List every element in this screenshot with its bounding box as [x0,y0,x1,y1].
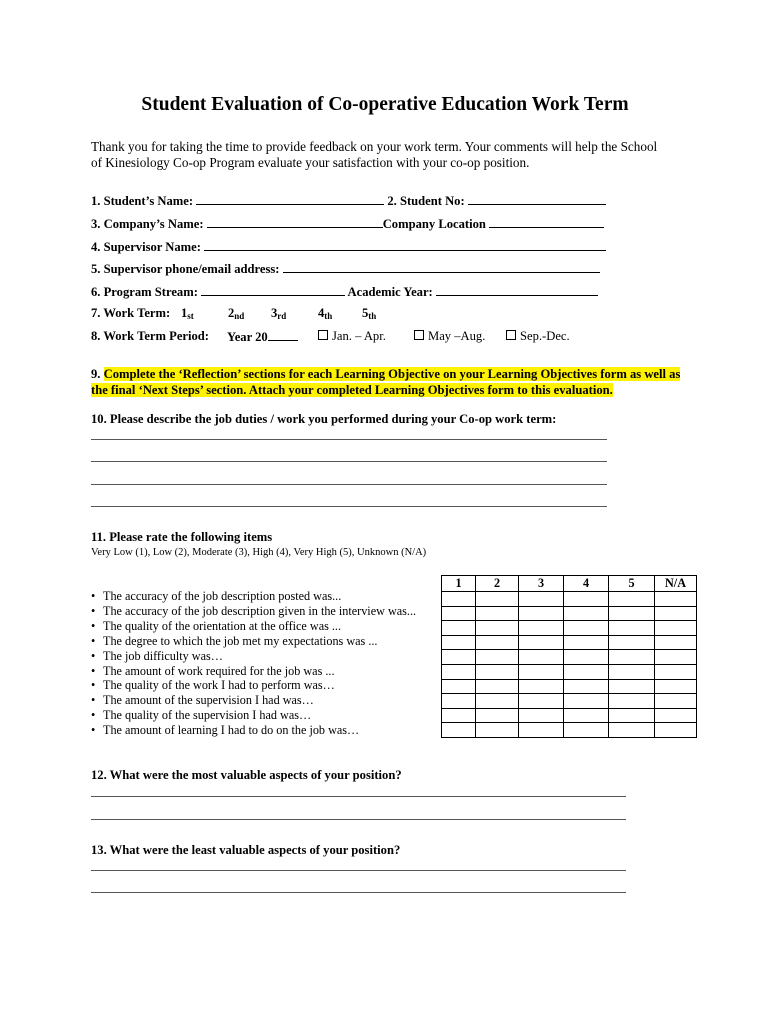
rating-cell[interactable] [519,606,564,621]
rating-cell[interactable] [609,679,655,694]
q9-instruction: 9. Complete the ‘Reflection’ sections for each Learning Objective on your Learning Objectives form as well as the final ‘Next Steps’ section. Attach your completed Learning Objectives form to this evaluation. [91,367,681,397]
rating-cell[interactable] [519,592,564,607]
list-item: • The accuracy of the job description given in the interview was... [91,604,416,619]
year-label: Year 20 [227,330,268,344]
rating-cell[interactable] [476,679,519,694]
rating-cell[interactable] [564,606,609,621]
rating-cell[interactable] [476,592,519,607]
q11-title: 11. Please rate the following items [91,530,273,544]
q12-question: 12. What were the most valuable aspects of your position? [91,768,402,782]
checkbox-icon[interactable] [414,330,424,340]
work-term-option-4[interactable]: 4th [318,306,333,321]
rating-cell[interactable] [655,650,697,665]
rating-cell[interactable] [519,650,564,665]
rating-cell[interactable] [519,708,564,723]
rating-cell[interactable] [442,621,476,636]
rating-cell[interactable] [609,606,655,621]
rating-cell[interactable] [442,592,476,607]
rating-cell[interactable] [564,694,609,709]
col-header-na: N/A [655,576,697,592]
rating-cell[interactable] [609,650,655,665]
rating-header-row [442,576,697,592]
student-name-field[interactable] [196,193,384,205]
table-row [442,592,697,607]
rating-cell[interactable] [609,592,655,607]
list-item: • The quality of the work I had to perform was… [91,678,416,693]
company-location-field[interactable] [489,216,604,228]
rating-cell[interactable] [442,664,476,679]
col-header-5: 5 [609,576,655,592]
row-company [91,216,604,232]
work-term-period-label: 8. Work Term Period: [91,329,210,343]
rating-cell[interactable] [476,635,519,650]
rating-cell[interactable] [519,664,564,679]
form-title: Student Evaluation of Co-operative Education Work Term [141,94,629,115]
rating-cell[interactable] [564,592,609,607]
rating-cell[interactable] [564,708,609,723]
rating-cell[interactable] [564,679,609,694]
rating-cell[interactable] [476,664,519,679]
list-item: • The quality of the supervision I had was… [91,708,416,723]
student-name-label: 1. Student’s Name: [91,194,194,208]
col-header-4: 4 [564,576,609,592]
table-row [442,635,697,650]
answer-line[interactable] [91,819,626,820]
program-stream-label: 6. Program Stream: [91,285,198,299]
rating-cell[interactable] [476,650,519,665]
supervisor-name-field[interactable] [204,239,606,251]
program-stream-field[interactable] [201,284,345,296]
rating-cell[interactable] [609,723,655,738]
work-term-label: 7. Work Term: [91,306,171,320]
rating-cell[interactable] [476,723,519,738]
table-row [442,650,697,665]
rating-cell[interactable] [564,635,609,650]
work-term-option-3[interactable]: 3rd [271,306,287,321]
answer-line[interactable] [91,461,607,462]
supervisor-name-label: 4. Supervisor Name: [91,240,201,254]
year-row [227,329,298,345]
q13-question: 13. What were the least valuable aspects of your position? [91,843,401,857]
period-option-sep[interactable]: Sep.-Dec. [506,329,570,344]
rating-cell[interactable] [564,621,609,636]
company-location-label: Company Location [382,217,486,231]
rating-cell[interactable] [609,621,655,636]
rating-cell[interactable] [442,694,476,709]
supervisor-contact-label: 5. Supervisor phone/email address: [91,262,280,276]
work-term-option-2[interactable]: 2nd [228,306,245,321]
rating-cell[interactable] [476,621,519,636]
rating-table [441,575,697,738]
rating-items-list [91,589,416,738]
q9-highlight-text: Complete the ‘Reflection’ sections for each Learning Objective on your Learning Objectives form as well as the final ‘Next Steps’ section. Attach your completed Learning Objectives form to this evaluation. [91,367,681,397]
rating-cell[interactable] [442,723,476,738]
row-supervisor-contact [91,261,600,277]
rating-scale-legend: Very Low (1), Low (2), Moderate (3), High (4), Very High (5), Unknown (N/A) [91,547,427,558]
list-item: • The accuracy of the job description posted was... [91,589,416,604]
answer-line[interactable] [91,484,607,485]
answer-line[interactable] [91,439,607,440]
rating-cell[interactable] [519,694,564,709]
list-item: • The quality of the orientation at the office was ... [91,619,416,634]
rating-cell[interactable] [476,606,519,621]
rating-cell[interactable] [476,694,519,709]
table-row [442,708,697,723]
rating-cell[interactable] [564,723,609,738]
rating-cell[interactable] [519,621,564,636]
list-item: • The amount of work required for the job was ... [91,664,416,679]
list-item: • The amount of learning I had to do on the job was… [91,723,416,738]
col-header-2: 2 [476,576,519,592]
period-option-jan[interactable]: Jan. – Apr. [318,329,386,344]
rating-cell[interactable] [442,708,476,723]
checkbox-icon[interactable] [318,330,328,340]
rating-cell[interactable] [442,606,476,621]
rating-cell[interactable] [442,635,476,650]
academic-year-label: Academic Year: [347,285,433,299]
rating-cell[interactable] [655,635,697,650]
rating-cell[interactable] [655,723,697,738]
answer-line[interactable] [91,796,626,797]
rating-cell[interactable] [476,708,519,723]
row-program [91,284,598,300]
rating-cell[interactable] [519,723,564,738]
col-header-1: 1 [442,576,476,592]
rating-cell[interactable] [519,679,564,694]
list-item: • The degree to which the job met my expectations was ... [91,634,416,649]
row-supervisor [91,239,606,255]
rating-cell[interactable] [655,621,697,636]
rating-cell[interactable] [609,664,655,679]
student-no-label: 2. Student No: [387,194,465,208]
rating-cell[interactable] [609,635,655,650]
rating-cell[interactable] [609,694,655,709]
year-field[interactable] [268,329,298,341]
col-header-3: 3 [519,576,564,592]
checkbox-icon[interactable] [506,330,516,340]
table-row [442,679,697,694]
answer-line[interactable] [91,870,626,871]
period-option-may[interactable]: May –Aug. [414,329,485,344]
list-item: • The job difficulty was… [91,649,416,664]
student-no-field[interactable] [468,193,606,205]
q10-question: 10. Please describe the job duties / work you performed during your Co-op work term: [91,412,557,426]
rating-cell[interactable] [564,650,609,665]
rating-cell[interactable] [519,635,564,650]
rating-cell[interactable] [442,679,476,694]
rating-cell[interactable] [655,694,697,709]
academic-year-field[interactable] [436,284,598,296]
rating-cell[interactable] [655,664,697,679]
work-term-option-5[interactable]: 5th [362,306,377,321]
table-row [442,694,697,709]
rating-cell[interactable] [609,708,655,723]
work-term-option-1[interactable]: 1st [181,306,194,321]
intro-text: Thank you for taking the time to provide feedback on your work term. Your comments will help the School of Kinesiology Co-op Program evaluate your satisfaction with your co-op position. [91,139,658,170]
rating-cell[interactable] [442,650,476,665]
rating-cell[interactable] [655,592,697,607]
table-row [442,723,697,738]
row-student [91,193,606,209]
rating-cell[interactable] [564,664,609,679]
table-row [442,621,697,636]
company-name-label: 3. Company’s Name: [91,217,204,231]
rating-cell[interactable] [655,679,697,694]
rating-cell[interactable] [655,708,697,723]
company-name-field[interactable] [207,216,383,228]
answer-line[interactable] [91,506,607,507]
table-row [442,664,697,679]
supervisor-contact-field[interactable] [283,261,600,273]
answer-line[interactable] [91,892,626,893]
list-item: • The amount of the supervision I had was… [91,693,416,708]
table-row [442,606,697,621]
rating-cell[interactable] [655,606,697,621]
